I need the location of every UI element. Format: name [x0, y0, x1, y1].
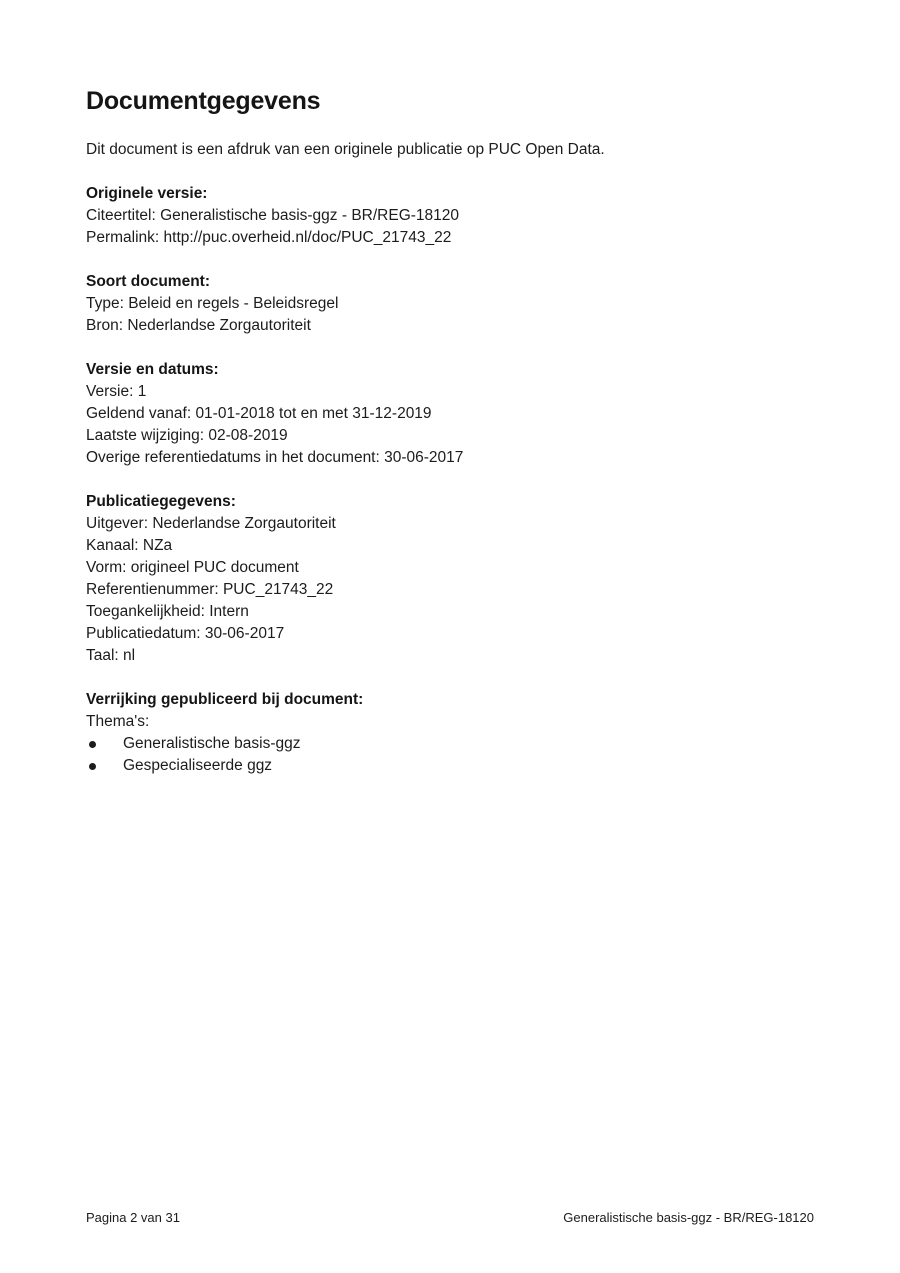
field-toegankelijkheid: Toegankelijkheid: Intern — [86, 603, 249, 620]
section-heading-soort-document: Soort document: — [86, 273, 210, 290]
field-taal: Taal: nl — [86, 647, 136, 664]
field-geldend-vanaf: Geldend vanaf: 01-01-2018 tot en met 31-12-2019 — [86, 405, 432, 422]
section-heading-publicatiegegevens: Publicatiegegevens: — [86, 493, 236, 510]
field-kanaal: Kanaal: NZa — [86, 537, 173, 554]
list-item-thema-2: Gespecialiseerde ggz — [86, 755, 814, 777]
document-content — [86, 86, 814, 777]
field-referentienummer: Referentienummer: PUC_21743_22 — [86, 581, 334, 598]
section-soort-document — [86, 271, 814, 337]
intro-text: Dit document is een afdruk van een originele publicatie op PUC Open Data. — [86, 141, 605, 158]
section-originele-versie — [86, 183, 814, 249]
section-heading-verrijking: Verrijking gepubliceerd bij document: — [86, 691, 364, 708]
footer-document-title: Generalistische basis-ggz - BR/REG-18120 — [563, 1210, 814, 1225]
field-bron: Bron: Nederlandse Zorgautoriteit — [86, 317, 311, 334]
page-title: Documentgegevens — [86, 87, 321, 115]
section-publicatiegegevens — [86, 491, 814, 667]
section-versie-en-datums — [86, 359, 814, 469]
field-type: Type: Beleid en regels - Beleidsregel — [86, 295, 339, 312]
list-item-thema-1: Generalistische basis-ggz — [86, 733, 814, 755]
section-heading-originele-versie: Originele versie: — [86, 185, 208, 202]
field-themas-label: Thema's: — [86, 713, 150, 730]
section-verrijking — [86, 689, 814, 777]
themas-list — [86, 733, 814, 777]
field-uitgever: Uitgever: Nederlandse Zorgautoriteit — [86, 515, 336, 532]
field-permalink: Permalink: http://puc.overheid.nl/doc/PUC_21743_22 — [86, 229, 452, 246]
section-heading-versie-en-datums: Versie en datums: — [86, 361, 219, 378]
field-laatste-wijziging: Laatste wijziging: 02-08-2019 — [86, 427, 288, 444]
field-overige-referentiedatums: Overige referentiedatums in het document: 30-06-2017 — [86, 449, 464, 466]
footer-page-number: Pagina 2 van 31 — [86, 1210, 180, 1225]
field-citeertitel: Citeertitel: Generalistische basis-ggz - BR/REG-18120 — [86, 207, 460, 224]
field-versie: Versie: 1 — [86, 383, 147, 400]
page-footer — [86, 1210, 814, 1226]
field-publicatiedatum: Publicatiedatum: 30-06-2017 — [86, 625, 285, 642]
field-vorm: Vorm: origineel PUC document — [86, 559, 299, 576]
